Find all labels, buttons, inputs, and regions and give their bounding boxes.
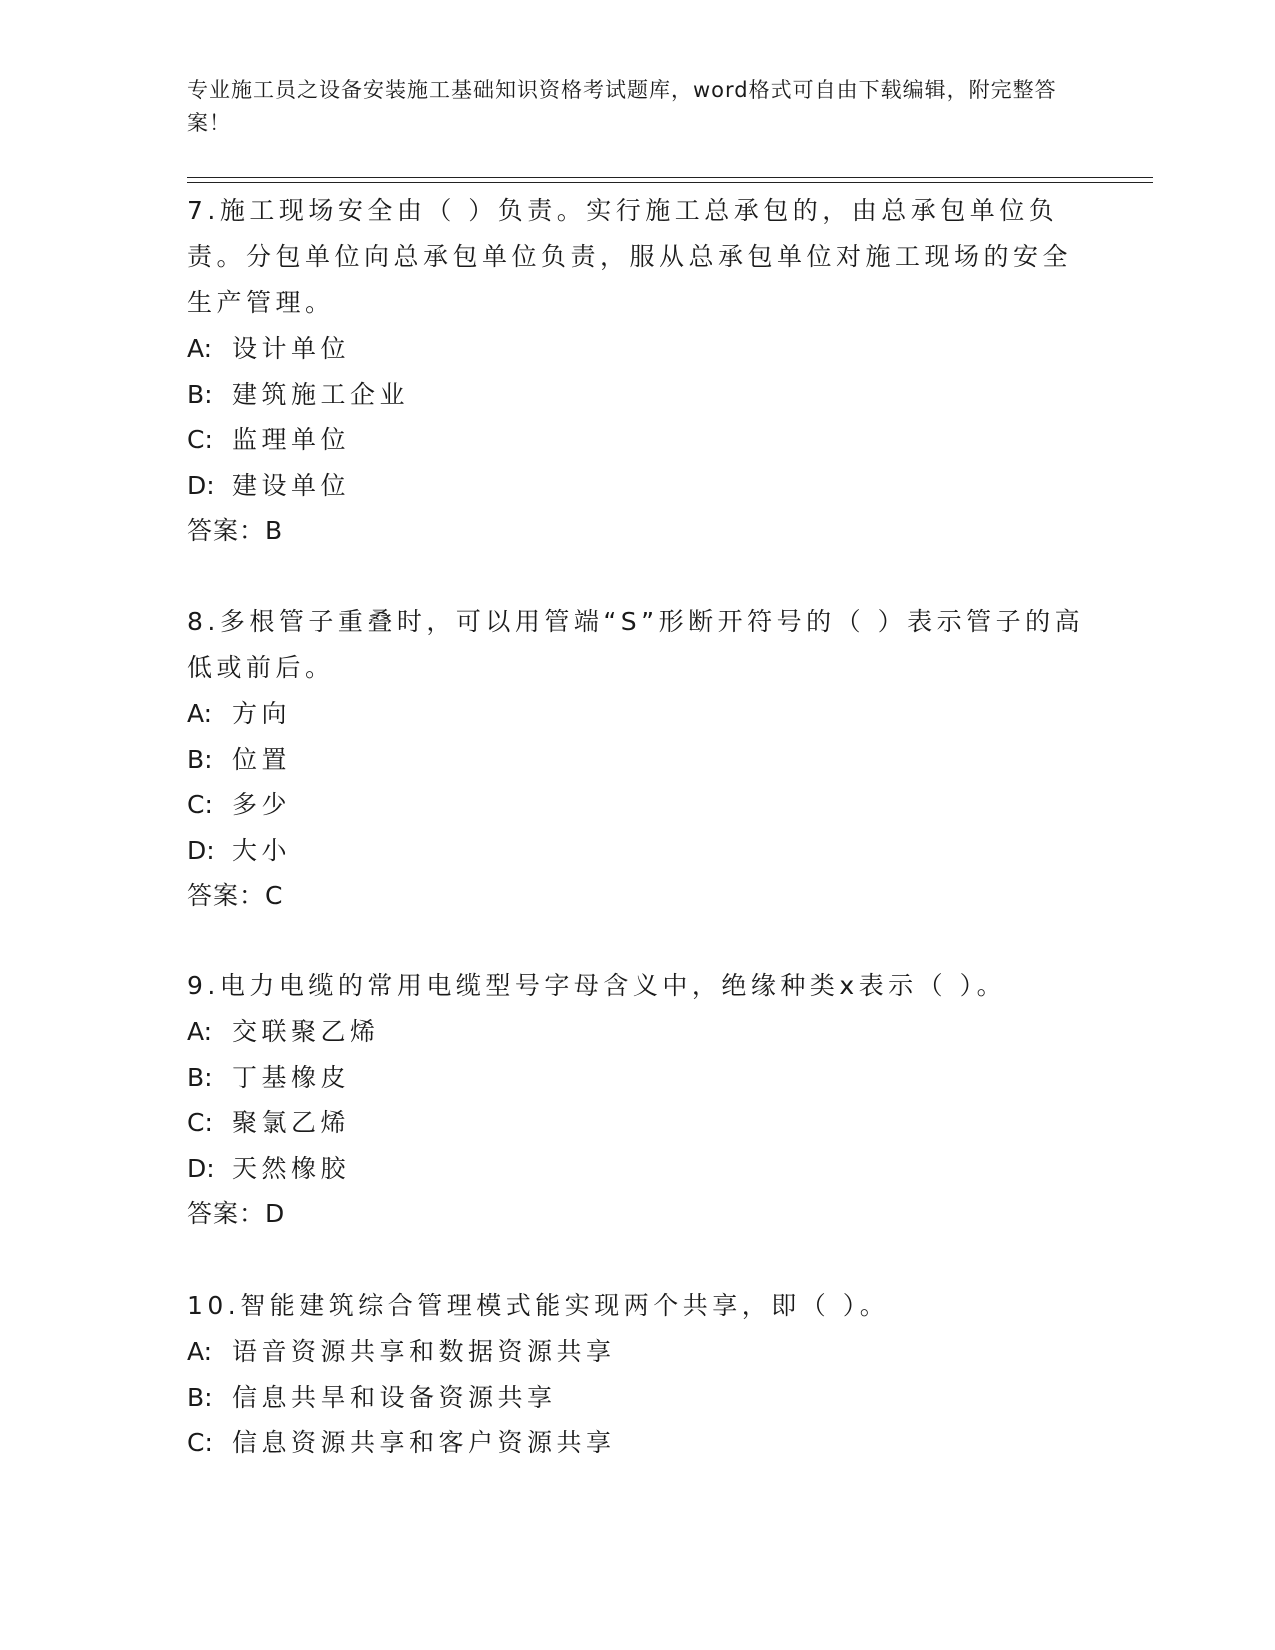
option-letter: C: bbox=[187, 790, 213, 819]
option-letter: C: bbox=[187, 1428, 213, 1457]
option-c bbox=[187, 1100, 1087, 1146]
option-letter: A: bbox=[187, 699, 213, 728]
option-d bbox=[187, 1146, 1087, 1192]
header-divider-bottom bbox=[187, 182, 1153, 183]
option-text: 监理单位 bbox=[232, 425, 351, 454]
option-c bbox=[187, 417, 1087, 463]
option-text: 建筑施工企业 bbox=[232, 379, 410, 409]
question-text: 7.施工现场安全由（ ）负责。实行施工总承包的，由总承包单位负责。分包单位向总承包单位负责，服从总承包单位对施工现场的安全生产管理。 bbox=[187, 196, 1073, 317]
option-letter: B: bbox=[187, 1382, 213, 1412]
option-a bbox=[187, 326, 1087, 372]
option-letter: A: bbox=[187, 334, 213, 363]
option-letter: C: bbox=[187, 425, 213, 454]
question-text: 9.电力电缆的常用电缆型号字母含义中，绝缘种类x表示（ ）。 bbox=[187, 971, 1007, 1000]
question-9 bbox=[187, 963, 1087, 1237]
option-text: 信息共旱和设备资源共享 bbox=[232, 1382, 557, 1412]
option-text: 丁基橡皮 bbox=[232, 1062, 351, 1092]
option-a bbox=[187, 691, 1087, 737]
option-text: 大小 bbox=[232, 835, 292, 865]
option-letter: D: bbox=[187, 470, 215, 500]
option-a bbox=[187, 1009, 1087, 1055]
option-b bbox=[187, 737, 1087, 783]
answer: 答案：D bbox=[187, 1199, 286, 1228]
option-c bbox=[187, 782, 1087, 828]
option-letter: A: bbox=[187, 1017, 213, 1046]
option-b bbox=[187, 1375, 1087, 1421]
option-text: 多少 bbox=[232, 790, 292, 819]
option-text: 位置 bbox=[232, 744, 292, 774]
option-letter: A: bbox=[187, 1337, 213, 1366]
option-text: 建设单位 bbox=[232, 470, 351, 500]
question-10 bbox=[187, 1283, 1087, 1466]
option-text: 聚氯乙烯 bbox=[232, 1108, 351, 1137]
option-c bbox=[187, 1420, 1087, 1466]
header-divider-top bbox=[187, 177, 1153, 178]
option-text: 设计单位 bbox=[232, 334, 351, 363]
option-b bbox=[187, 372, 1087, 418]
option-letter: D: bbox=[187, 835, 215, 865]
option-d bbox=[187, 463, 1087, 509]
option-b bbox=[187, 1055, 1087, 1101]
question-7 bbox=[187, 188, 1087, 554]
option-a bbox=[187, 1329, 1087, 1375]
option-letter: B: bbox=[187, 1062, 213, 1092]
option-letter: B: bbox=[187, 744, 213, 774]
option-text: 语音资源共享和数据资源共享 bbox=[232, 1337, 616, 1366]
answer: 答案：B bbox=[187, 516, 284, 545]
option-letter: D: bbox=[187, 1153, 215, 1183]
option-letter: B: bbox=[187, 379, 213, 409]
option-text: 交联聚乙烯 bbox=[232, 1017, 380, 1046]
question-text: 10.智能建筑综合管理模式能实现两个共享，即（ ）。 bbox=[187, 1291, 890, 1320]
question-text: 8.多根管子重叠时，可以用管端“S”形断开符号的（ ）表示管子的高低或前后。 bbox=[187, 607, 1085, 682]
document-header: 专业施工员之设备安装施工基础知识资格考试题库，word格式可自由下载编辑，附完整答案！ bbox=[187, 78, 1057, 135]
question-8 bbox=[187, 599, 1087, 919]
option-text: 方向 bbox=[232, 699, 292, 728]
option-text: 天然橡胶 bbox=[232, 1153, 351, 1183]
answer: 答案：C bbox=[187, 881, 284, 910]
option-letter: C: bbox=[187, 1108, 213, 1137]
option-d bbox=[187, 828, 1087, 874]
option-text: 信息资源共享和客户资源共享 bbox=[232, 1428, 616, 1457]
